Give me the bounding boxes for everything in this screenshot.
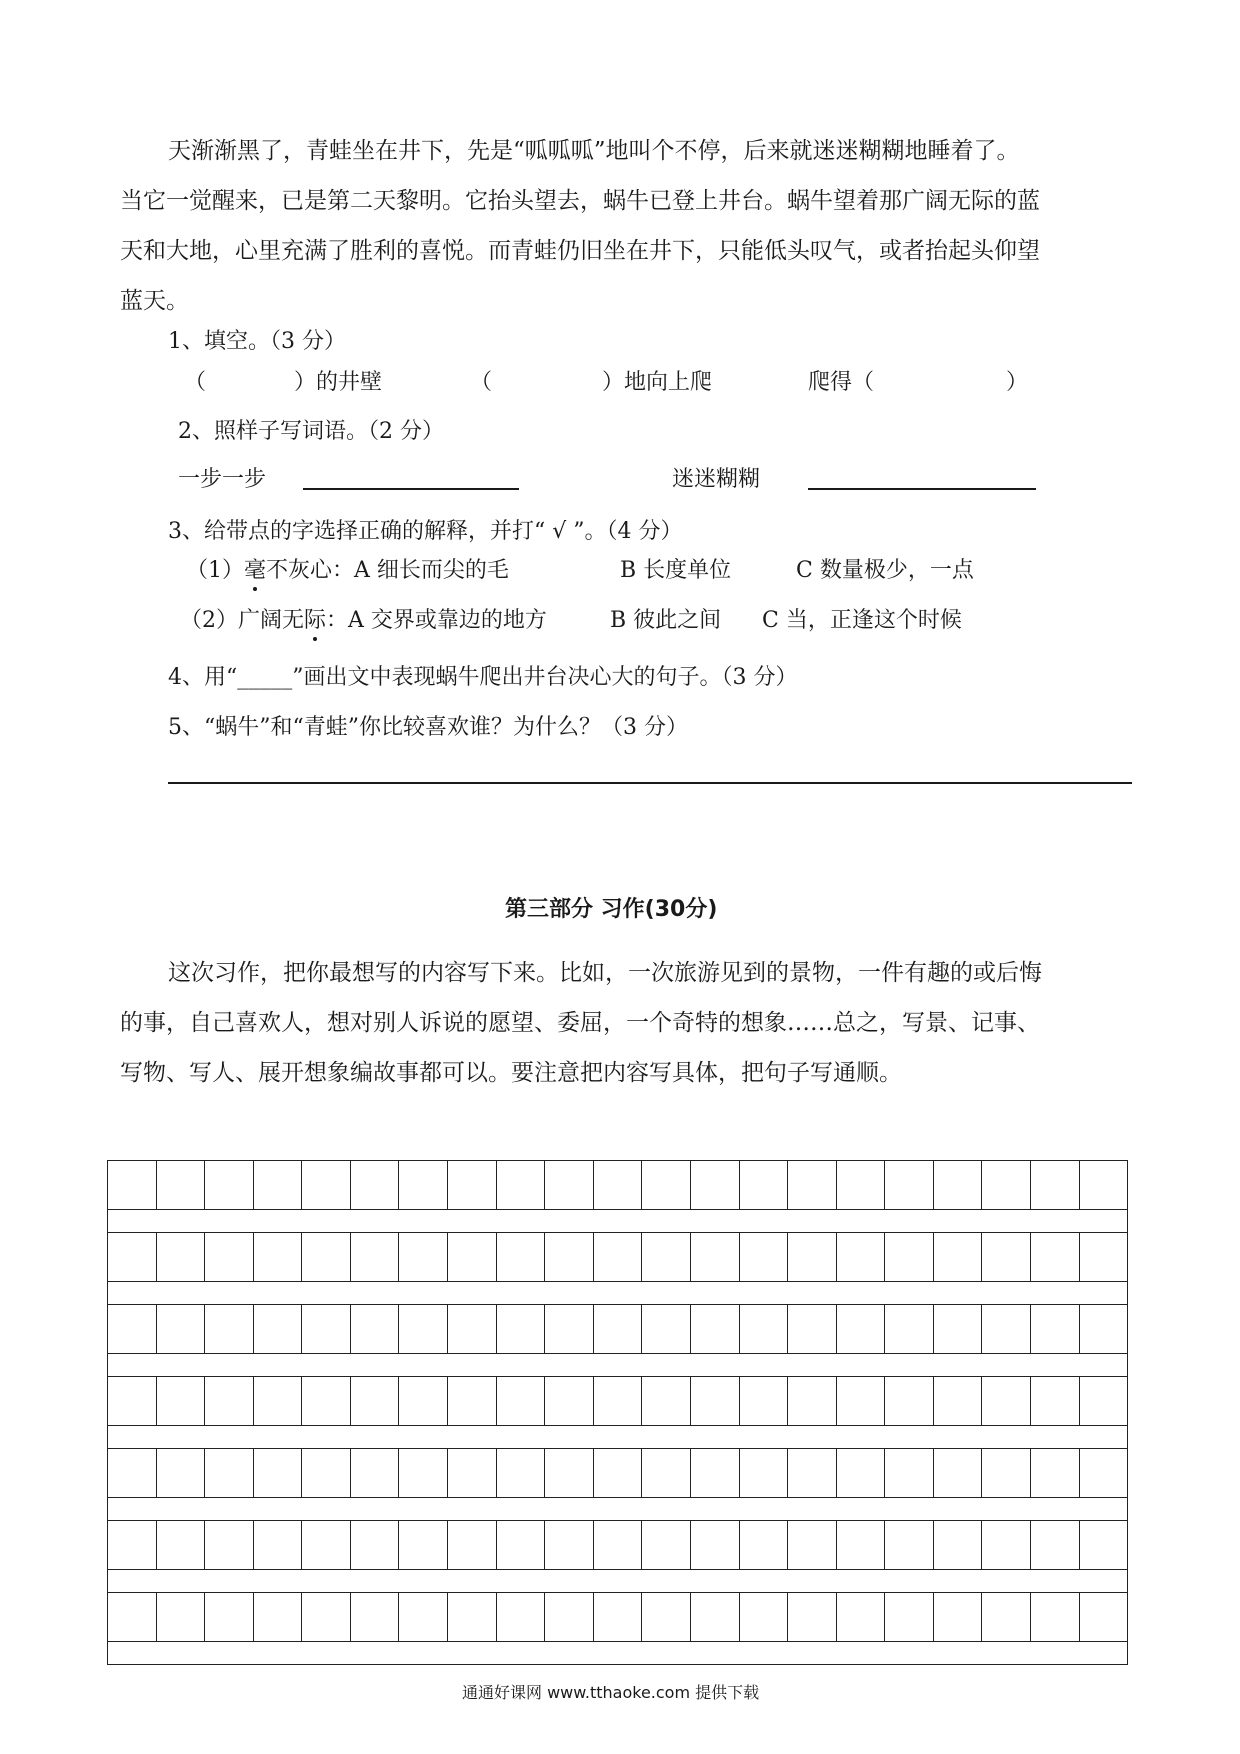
grid-cell[interactable] <box>982 1160 1031 1210</box>
grid-cell[interactable] <box>740 1232 789 1282</box>
q3-item-1-option-c[interactable]: C 数量极少，一点 <box>796 558 974 583</box>
grid-cell[interactable] <box>157 1520 206 1570</box>
grid-cell[interactable] <box>788 1304 837 1354</box>
grid-cell[interactable] <box>691 1160 740 1210</box>
grid-cell[interactable] <box>837 1376 886 1426</box>
grid-cell[interactable] <box>594 1448 643 1498</box>
grid-row <box>108 1448 1127 1498</box>
grid-cell[interactable] <box>934 1448 983 1498</box>
grid-cell[interactable] <box>351 1520 400 1570</box>
grid-cell[interactable] <box>108 1376 157 1426</box>
grid-cell[interactable] <box>302 1448 351 1498</box>
grid-cell[interactable] <box>1031 1232 1080 1282</box>
grid-cell[interactable] <box>691 1232 740 1282</box>
q3-item-1-dotted-char: 毫 <box>244 553 266 584</box>
grid-cell[interactable] <box>497 1160 546 1210</box>
grid-cell[interactable] <box>545 1160 594 1210</box>
grid-cell[interactable] <box>497 1376 546 1426</box>
grid-cell[interactable] <box>934 1304 983 1354</box>
grid-cell[interactable] <box>448 1520 497 1570</box>
grid-cell[interactable] <box>788 1520 837 1570</box>
q3-item-2-dotted-char: 际 <box>304 603 326 634</box>
grid-cell[interactable] <box>837 1304 886 1354</box>
grid-cell[interactable] <box>1080 1376 1128 1426</box>
grid-cell[interactable] <box>691 1520 740 1570</box>
grid-cell[interactable] <box>254 1160 303 1210</box>
grid-cell[interactable] <box>157 1376 206 1426</box>
grid-cell[interactable] <box>351 1304 400 1354</box>
grid-cell[interactable] <box>691 1448 740 1498</box>
grid-cell[interactable] <box>788 1448 837 1498</box>
q3-title: 3、给带点的字选择正确的解释，并打“ √ ”。（4 分） <box>168 519 683 544</box>
grid-cell[interactable] <box>205 1160 254 1210</box>
grid-cell[interactable] <box>545 1448 594 1498</box>
grid-cell[interactable] <box>1031 1448 1080 1498</box>
writing-grid[interactable] <box>107 1160 1128 1665</box>
grid-cell[interactable] <box>1080 1520 1128 1570</box>
grid-cell[interactable] <box>254 1376 303 1426</box>
grid-cell[interactable] <box>399 1592 448 1642</box>
grid-cell[interactable] <box>740 1304 789 1354</box>
grid-cell[interactable] <box>934 1160 983 1210</box>
grid-cell[interactable] <box>885 1520 934 1570</box>
grid-cell[interactable] <box>788 1160 837 1210</box>
grid-cell[interactable] <box>642 1232 691 1282</box>
grid-cell[interactable] <box>594 1520 643 1570</box>
grid-row <box>108 1232 1127 1282</box>
grid-cell[interactable] <box>691 1304 740 1354</box>
grid-row <box>108 1520 1127 1570</box>
grid-cell[interactable] <box>254 1232 303 1282</box>
grid-cell[interactable] <box>642 1520 691 1570</box>
grid-cell[interactable] <box>885 1376 934 1426</box>
grid-cell[interactable] <box>788 1232 837 1282</box>
q3-item-2-option-b[interactable]: B 彼此之间 <box>610 608 722 633</box>
grid-cell[interactable] <box>497 1592 546 1642</box>
grid-cell[interactable] <box>934 1520 983 1570</box>
grid-cell[interactable] <box>837 1232 886 1282</box>
passage-line-3: 天和大地，心里充满了胜利的喜悦。而青蛙仍旧坐在井下，只能低头叹气，或者抬起头仰望 <box>120 238 1040 264</box>
grid-cell[interactable] <box>448 1448 497 1498</box>
q1-blank-2[interactable]: （ ）地向上爬 <box>470 370 713 395</box>
grid-cell[interactable] <box>982 1448 1031 1498</box>
grid-cell[interactable] <box>157 1592 206 1642</box>
grid-cell[interactable] <box>1031 1592 1080 1642</box>
q3-item-1-option-a[interactable]: 不灰心：A 细长而尖的毛 <box>266 558 509 583</box>
q2-answer-line-2[interactable] <box>808 488 1036 490</box>
grid-cell[interactable] <box>545 1304 594 1354</box>
grid-cell[interactable] <box>108 1160 157 1210</box>
q3-item-1-option-b[interactable]: B 长度单位 <box>620 558 732 583</box>
grid-cell[interactable] <box>497 1448 546 1498</box>
q2-example-1: 一步一步 <box>178 467 267 492</box>
q3-item-1-prefix: （1） <box>186 558 244 583</box>
grid-cell[interactable] <box>982 1304 1031 1354</box>
grid-cell[interactable] <box>497 1304 546 1354</box>
grid-cell[interactable] <box>837 1160 886 1210</box>
q3-item-2-option-a[interactable]: ：A 交界或靠边的地方 <box>326 608 547 633</box>
grid-cell[interactable] <box>594 1160 643 1210</box>
grid-cell[interactable] <box>157 1160 206 1210</box>
section-3-title: 第三部分 习作(30分) <box>505 897 718 922</box>
q4-text: 4、用“_____”画出文中表现蜗牛爬出井台决心大的句子。（3 分） <box>168 665 798 690</box>
grid-cell[interactable] <box>885 1592 934 1642</box>
grid-cell[interactable] <box>399 1160 448 1210</box>
grid-cell[interactable] <box>108 1304 157 1354</box>
grid-cell[interactable] <box>351 1376 400 1426</box>
grid-cell[interactable] <box>1031 1160 1080 1210</box>
grid-cell[interactable] <box>448 1592 497 1642</box>
grid-cell[interactable] <box>1031 1376 1080 1426</box>
q5-answer-line[interactable] <box>168 782 1132 784</box>
grid-cell[interactable] <box>885 1232 934 1282</box>
q2-answer-line-1[interactable] <box>303 488 519 490</box>
grid-cell[interactable] <box>982 1232 1031 1282</box>
composition-prompt-line-1: 这次习作，把你最想写的内容写下来。比如，一次旅游见到的景物，一件有趣的或后悔 <box>168 960 1042 986</box>
grid-cell[interactable] <box>982 1592 1031 1642</box>
grid-cell[interactable] <box>302 1520 351 1570</box>
grid-cell[interactable] <box>885 1160 934 1210</box>
grid-cell[interactable] <box>157 1304 206 1354</box>
grid-cell[interactable] <box>205 1376 254 1426</box>
grid-cell[interactable] <box>740 1520 789 1570</box>
grid-cell[interactable] <box>157 1232 206 1282</box>
grid-cell[interactable] <box>205 1592 254 1642</box>
grid-cell[interactable] <box>1031 1520 1080 1570</box>
q3-item-2 <box>180 603 547 634</box>
grid-cell[interactable] <box>399 1376 448 1426</box>
q3-item-1 <box>186 553 509 584</box>
grid-cell[interactable] <box>545 1232 594 1282</box>
composition-prompt-line-3: 写物、写人、展开想象编故事都可以。要注意把内容写具体，把句子写通顺。 <box>120 1060 902 1086</box>
grid-cell[interactable] <box>885 1304 934 1354</box>
grid-cell[interactable] <box>302 1304 351 1354</box>
grid-cell[interactable] <box>205 1520 254 1570</box>
grid-cell[interactable] <box>788 1592 837 1642</box>
grid-cell[interactable] <box>1080 1232 1128 1282</box>
grid-cell[interactable] <box>837 1448 886 1498</box>
grid-row <box>108 1376 1127 1426</box>
grid-row <box>108 1304 1127 1354</box>
grid-cell[interactable] <box>254 1448 303 1498</box>
grid-cell[interactable] <box>740 1448 789 1498</box>
grid-cell[interactable] <box>205 1448 254 1498</box>
grid-cell[interactable] <box>254 1520 303 1570</box>
grid-cell[interactable] <box>302 1376 351 1426</box>
grid-cell[interactable] <box>302 1592 351 1642</box>
grid-cell[interactable] <box>740 1160 789 1210</box>
grid-cell[interactable] <box>642 1304 691 1354</box>
grid-cell[interactable] <box>108 1232 157 1282</box>
grid-cell[interactable] <box>1080 1592 1128 1642</box>
grid-cell[interactable] <box>157 1448 206 1498</box>
grid-cell[interactable] <box>788 1376 837 1426</box>
grid-cell[interactable] <box>642 1160 691 1210</box>
q3-item-2-option-c[interactable]: C 当，正逢这个时候 <box>762 608 962 633</box>
grid-cell[interactable] <box>448 1232 497 1282</box>
grid-cell[interactable] <box>691 1592 740 1642</box>
grid-cell[interactable] <box>642 1448 691 1498</box>
grid-cell[interactable] <box>108 1448 157 1498</box>
grid-cell[interactable] <box>642 1376 691 1426</box>
grid-cell[interactable] <box>448 1160 497 1210</box>
grid-cell[interactable] <box>399 1520 448 1570</box>
grid-cell[interactable] <box>302 1232 351 1282</box>
q2-example-2: 迷迷糊糊 <box>672 467 761 492</box>
q1-blank-3[interactable]: 爬得（ ） <box>808 370 1029 395</box>
grid-cell[interactable] <box>302 1160 351 1210</box>
grid-cell[interactable] <box>399 1304 448 1354</box>
grid-row <box>108 1592 1127 1642</box>
grid-cell[interactable] <box>205 1232 254 1282</box>
grid-cell[interactable] <box>497 1232 546 1282</box>
grid-cell[interactable] <box>545 1592 594 1642</box>
composition-prompt-line-2: 的事，自己喜欢人，想对别人诉说的愿望、委屈，一个奇特的想象……总之，写景、记事、 <box>120 1010 1040 1036</box>
q1-blank-1[interactable]: （ ）的井壁 <box>184 370 383 395</box>
grid-cell[interactable] <box>545 1520 594 1570</box>
grid-cell[interactable] <box>1080 1304 1128 1354</box>
q2-title: 2、照样子写词语。（2 分） <box>178 419 444 444</box>
passage-line-4: 蓝天。 <box>120 288 189 314</box>
grid-cell[interactable] <box>594 1232 643 1282</box>
grid-cell[interactable] <box>254 1304 303 1354</box>
grid-cell[interactable] <box>837 1592 886 1642</box>
grid-cell[interactable] <box>594 1592 643 1642</box>
footer-text: 通通好课网 www.tthaoke.com 提供下载 <box>462 1683 760 1702</box>
q5-text: 5、“蜗牛”和“青蛙”你比较喜欢谁？为什么？（3 分） <box>168 715 688 740</box>
passage-line-2: 当它一觉醒来，已是第二天黎明。它抬头望去，蜗牛已登上井台。蜗牛望着那广阔无际的蓝 <box>120 188 1040 214</box>
grid-cell[interactable] <box>108 1592 157 1642</box>
grid-cell[interactable] <box>934 1376 983 1426</box>
grid-cell[interactable] <box>351 1160 400 1210</box>
grid-cell[interactable] <box>1080 1448 1128 1498</box>
grid-cell[interactable] <box>594 1304 643 1354</box>
grid-cell[interactable] <box>1080 1160 1128 1210</box>
grid-cell[interactable] <box>982 1376 1031 1426</box>
grid-cell[interactable] <box>982 1520 1031 1570</box>
grid-cell[interactable] <box>351 1232 400 1282</box>
grid-cell[interactable] <box>837 1520 886 1570</box>
grid-cell[interactable] <box>254 1592 303 1642</box>
grid-cell[interactable] <box>205 1304 254 1354</box>
grid-cell[interactable] <box>399 1448 448 1498</box>
grid-cell[interactable] <box>740 1376 789 1426</box>
grid-cell[interactable] <box>545 1376 594 1426</box>
grid-cell[interactable] <box>934 1592 983 1642</box>
grid-cell[interactable] <box>594 1376 643 1426</box>
grid-cell[interactable] <box>448 1376 497 1426</box>
grid-cell[interactable] <box>885 1448 934 1498</box>
passage-line-1: 天渐渐黑了，青蛙坐在井下，先是“呱呱呱”地叫个不停，后来就迷迷糊糊地睡着了。 <box>168 138 1020 164</box>
grid-cell[interactable] <box>448 1304 497 1354</box>
q1-title: 1、填空。（3 分） <box>168 329 346 354</box>
grid-cell[interactable] <box>934 1232 983 1282</box>
grid-cell[interactable] <box>740 1592 789 1642</box>
grid-cell[interactable] <box>642 1592 691 1642</box>
grid-cell[interactable] <box>108 1520 157 1570</box>
grid-cell[interactable] <box>399 1232 448 1282</box>
grid-cell[interactable] <box>1031 1304 1080 1354</box>
q3-item-2-prefix: （2）广阔无 <box>180 608 304 633</box>
grid-cell[interactable] <box>351 1592 400 1642</box>
grid-row <box>108 1160 1127 1210</box>
grid-cell[interactable] <box>497 1520 546 1570</box>
grid-cell[interactable] <box>691 1376 740 1426</box>
grid-cell[interactable] <box>351 1448 400 1498</box>
